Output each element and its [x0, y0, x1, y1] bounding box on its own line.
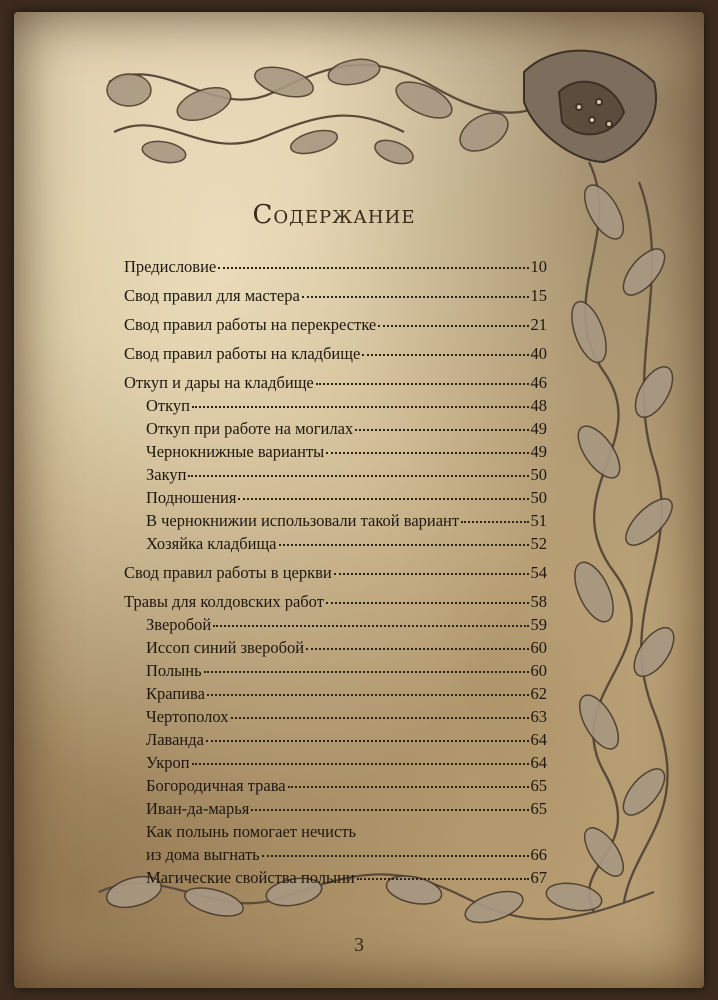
toc-subentry[interactable] — [146, 799, 547, 821]
toc-entry-label: Чернокнижные варианты — [146, 442, 325, 461]
toc-entry-label: Чертополох — [146, 707, 229, 726]
toc-entry-page: 40 — [530, 344, 547, 363]
toc-entry[interactable] — [124, 563, 547, 585]
toc-entry-page: 64 — [530, 753, 547, 772]
leader-dots — [288, 782, 529, 788]
leader-dots — [218, 263, 528, 269]
toc-entry-page: 51 — [530, 511, 547, 530]
toc-entry-page: 67 — [530, 868, 547, 887]
leader-dots — [251, 805, 528, 811]
toc-entry-label: Свод правил работы на кладбище — [124, 344, 361, 363]
toc-subentry[interactable] — [146, 845, 547, 867]
toc-entry-page: 46 — [530, 373, 547, 392]
toc-entry-page: 15 — [530, 286, 547, 305]
toc-entry-page: 59 — [530, 615, 547, 634]
toc-entry-page: 49 — [530, 442, 547, 461]
leader-dots — [238, 494, 528, 500]
toc-entry[interactable] — [124, 257, 547, 279]
toc-entry-label: Подношения — [146, 488, 237, 507]
toc-entry-label: Крапива — [146, 684, 205, 703]
toc-entry-label: Закуп — [146, 465, 187, 484]
toc-entry-label: Богородичная трава — [146, 776, 286, 795]
leader-dots — [378, 321, 528, 327]
toc-subentry-first-line[interactable] — [146, 822, 547, 844]
toc-entry[interactable] — [124, 344, 547, 366]
leader-dots — [206, 736, 529, 742]
toc-entry-page: 21 — [530, 315, 547, 334]
leader-dots — [306, 644, 528, 650]
toc-entry-label: Хозяйка кладбища — [146, 534, 277, 553]
toc-entry-page: 50 — [530, 465, 547, 484]
toc-entry-label: Откуп при работе на могилах — [146, 419, 354, 438]
toc-entry[interactable] — [124, 592, 547, 614]
toc-entry-label: Укроп — [146, 753, 190, 772]
toc-entry-page: 60 — [530, 638, 547, 657]
toc-entry-label: Свод правил работы на перекрестке — [124, 315, 377, 334]
toc-entry-page: 64 — [530, 730, 547, 749]
toc-entry-page: 49 — [530, 419, 547, 438]
toc-entry-page: 54 — [530, 563, 547, 582]
toc-subentry[interactable] — [146, 730, 547, 752]
toc-entry-label: Иван-да-марья — [146, 799, 250, 818]
toc-entry-page: 52 — [530, 534, 547, 553]
leader-dots — [326, 448, 528, 454]
leader-dots — [231, 713, 529, 719]
toc-entry-label: Травы для колдовских работ — [124, 592, 324, 611]
toc-entry-label: В чернокнижии использовали такой вариант — [146, 511, 460, 530]
toc-subentry[interactable] — [146, 684, 547, 706]
toc-entry-page: 63 — [530, 707, 547, 726]
toc-entry-label: Свод правил для мастера — [124, 286, 300, 305]
toc-entry-page: 48 — [530, 396, 547, 415]
toc-entry-page: 50 — [530, 488, 547, 507]
toc-subentry[interactable] — [146, 753, 547, 775]
leader-dots — [188, 471, 528, 477]
toc-subentry[interactable] — [146, 442, 547, 464]
toc-subentry[interactable] — [146, 419, 547, 441]
leader-dots — [302, 292, 529, 298]
leader-dots — [362, 350, 528, 356]
toc-entry-page: 60 — [530, 661, 547, 680]
toc-entry-label: Иссоп синий зверобой — [146, 638, 305, 657]
toc-subentry[interactable] — [146, 488, 547, 510]
toc-subentry[interactable] — [146, 615, 547, 637]
leader-dots — [355, 425, 528, 431]
toc-entry-label: из дома выгнать — [146, 845, 260, 864]
leader-dots — [192, 759, 529, 765]
toc-subentry[interactable] — [146, 534, 547, 556]
leader-dots — [279, 540, 529, 546]
page-title: Содержание — [252, 200, 416, 230]
leader-dots — [461, 517, 528, 523]
toc-entry-label: Свод правил работы в церкви — [124, 563, 332, 582]
toc-entry-page: 62 — [530, 684, 547, 703]
toc-entry-label: Откуп — [146, 396, 190, 415]
toc-entry[interactable] — [124, 315, 547, 337]
toc-entry-page: 65 — [530, 799, 547, 818]
leader-dots — [262, 851, 529, 857]
toc-subentry[interactable] — [146, 661, 547, 683]
page-number: 3 — [354, 934, 364, 956]
toc-subentry[interactable] — [146, 396, 547, 418]
toc-entry-label: Зверобой — [146, 615, 212, 634]
toc-entry-page: 66 — [530, 845, 547, 864]
toc-subentry[interactable] — [146, 511, 547, 533]
book-page — [14, 12, 704, 988]
leader-dots — [326, 598, 529, 604]
leader-dots — [207, 690, 529, 696]
toc-entry-label: Полынь — [146, 661, 202, 680]
toc-entry-page: 65 — [530, 776, 547, 795]
leader-dots — [213, 621, 528, 627]
toc-subentry[interactable] — [146, 868, 547, 890]
toc-subentry[interactable] — [146, 638, 547, 660]
leader-dots — [316, 379, 529, 385]
toc-entry-label: Предисловие — [124, 257, 217, 276]
toc-subentry[interactable] — [146, 465, 547, 487]
leader-dots — [334, 569, 529, 575]
toc-entry-page: 10 — [530, 257, 547, 276]
leader-dots — [192, 402, 529, 408]
toc-entry[interactable] — [124, 286, 547, 308]
leader-dots — [357, 874, 529, 880]
toc-subentry[interactable] — [146, 707, 547, 729]
toc-entry[interactable] — [124, 373, 547, 395]
toc-entry-label: Лаванда — [146, 730, 204, 749]
toc-entry-label: Откуп и дары на кладбище — [124, 373, 314, 392]
toc-entry-label: Как полынь помогает нечисть — [146, 822, 357, 841]
toc-entry-page: 58 — [530, 592, 547, 611]
toc-subentry[interactable] — [146, 776, 547, 798]
toc-entry-label: Магические свойства полыни — [146, 868, 355, 887]
leader-dots — [204, 667, 529, 673]
